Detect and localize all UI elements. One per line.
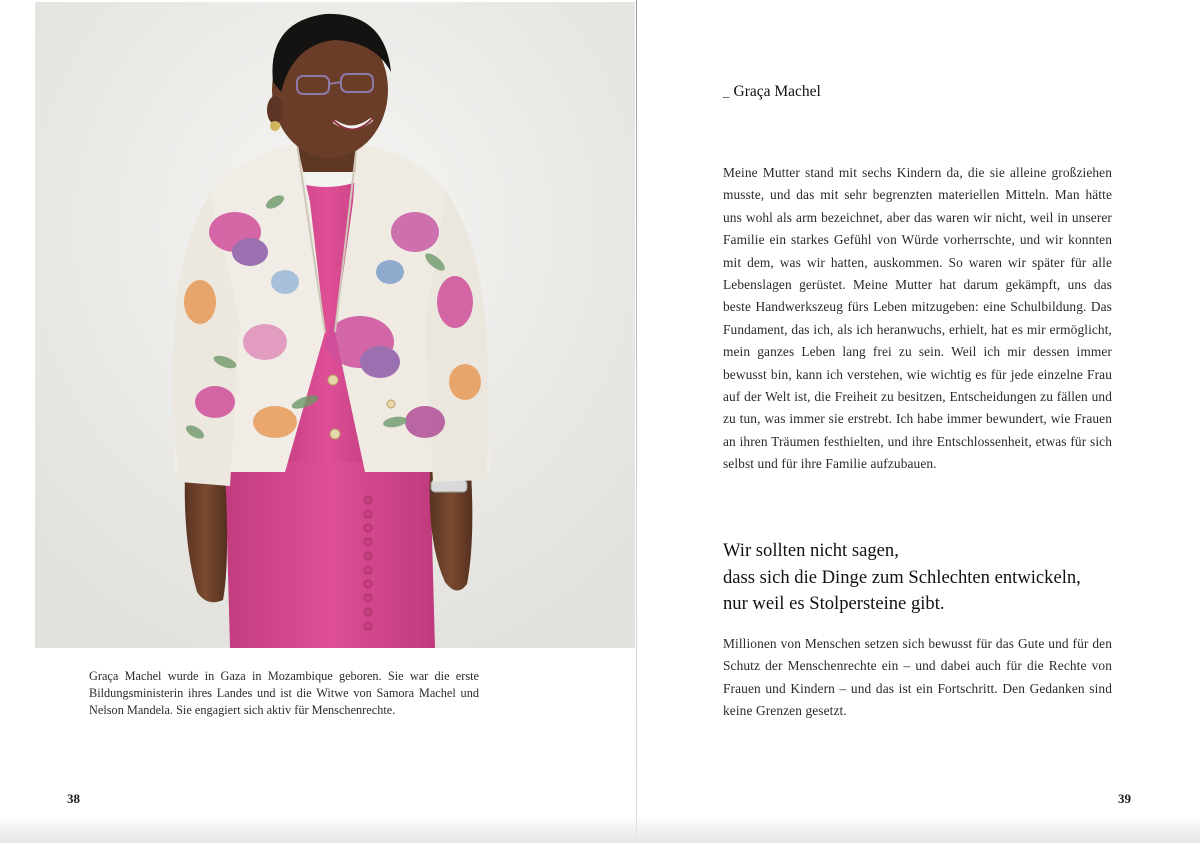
quote-line-2: dass sich die Dinge zum Schlechten entwickeln, bbox=[723, 566, 1081, 588]
author-heading bbox=[723, 83, 821, 101]
photo-caption: Graça Machel wurde in Gaza in Mozambique geboren. Sie war die erste Bildungsministerin ihres Landes und ist die Witwe von Samora Machel und Nelson Mandela. Sie engagiert sich aktiv für Menschenrechte. bbox=[89, 669, 479, 717]
portrait-illustration bbox=[35, 2, 635, 648]
portrait-photo bbox=[35, 2, 635, 648]
pull-quote bbox=[723, 538, 1153, 618]
quote-line-3: nur weil es Stolpersteine gibt. bbox=[723, 593, 945, 614]
author-name: Graça Machel bbox=[733, 83, 821, 100]
body-paragraph-1: Meine Mutter stand mit sechs Kindern da, die sie alleine großziehen musste, und das mit sehr begrenzten materiellen Mitteln. Man hätte uns wohl als arm bezeichnet, aber das waren wir nicht, weil in unserer Familie ein starkes Gefühl von Würde vorherrschte, und wir konnten mit dem, was wir hatten, auskommen. So waren wir später für alle Lebenslagen gerüstet. Meine Mutter hat darum gekämpft, uns das beste Handwerkszeug fürs Leben mitzugeben: eine Schulbildung. Das Fundament, das ich, als ich heranwuchs, erhielt, hat es mir ermöglicht, mein ganzes Leben lang frei zu sein. Weil ich mir dessen immer bewusst bin, kann ich verstehen, wie wichtig es für jede einzelne Frau auf der Welt ist, die Freiheit zu besitzen, Entscheidungen zu fällen und zu tun, was immer sie erstrebt. Ich habe immer bewundert, wie Frauen an ihren Träumen festhielten, und ihre Entschlossenheit, etwas für sich selbst und für ihre Familie aufzubauen. bbox=[723, 165, 1112, 472]
page-number-left: 38 bbox=[67, 791, 80, 806]
page-number-right: 39 bbox=[1118, 791, 1131, 806]
quote-line-1: Wir sollten nicht sagen, bbox=[723, 540, 899, 561]
author-dash: _ bbox=[723, 84, 730, 99]
body-paragraph-2: Millionen von Menschen setzen sich bewusst für das Gute und für den Schutz der Menschenrechte ein – und dabei auch für die Rechte von Frauen und Kindern – und das ist ein Fortschritt. Den Gedanken sind keine Grenzen gesetzt. bbox=[723, 636, 1112, 719]
right-page bbox=[637, 0, 1200, 843]
